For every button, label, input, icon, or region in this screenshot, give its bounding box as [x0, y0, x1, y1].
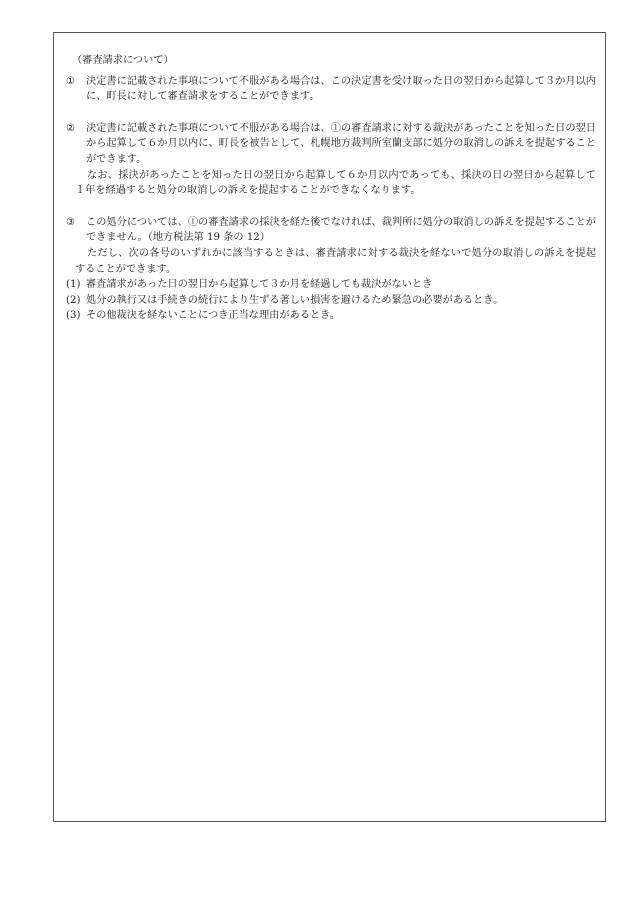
subclause-text: 処分の執行又は手続きの続行により生ずる著しい損害を避けるため緊急の必要があるとき。: [86, 294, 504, 306]
spacer: [66, 105, 596, 121]
clause-1: [66, 74, 596, 105]
subclause-text: その他裁決を経ないことにつき正当な理由があるとき。: [86, 310, 341, 322]
subclause-3: [66, 308, 596, 324]
clause-2: [66, 121, 596, 168]
subclause-number: (3): [66, 310, 81, 322]
document-body: [66, 53, 596, 324]
section-heading: （審査請求について）: [72, 55, 174, 66]
clause-text: 決定書に記載された事項について不服がある場合は、この決定書を受け取った日の翌日から起算して３か月以内に、町長に対して審査請求をすることができます。: [86, 75, 596, 103]
subclause-text: 審査請求があった日の翌日から起算して３か月を経過しても裁決がないとき: [86, 279, 433, 291]
clause-text: 決定書に記載された事項について不服がある場合は、①の審査請求に対する裁決があったことを知った日の翌日から起算して６か月以内に、町長を被告として、札幌地方裁判所室蘭支部に処分の取消しの訴えを提起することができます。: [86, 122, 596, 165]
subclause-number: (2): [66, 294, 81, 306]
subclause-number: (1): [66, 279, 81, 291]
clause-3-note: ただし、次の各号のいずれかに該当するときは、審査請求に対する裁決を経ないで処分の取消しの訴えを提起することができます。: [75, 247, 596, 275]
clause-3: [66, 215, 596, 246]
clause-number: ①: [66, 75, 76, 87]
subclause-2: [66, 293, 596, 309]
clause-number: ③: [66, 216, 76, 228]
spacer: [66, 199, 596, 215]
subclause-1: [66, 277, 596, 293]
clause-number: ②: [66, 122, 76, 134]
clause-2-note: なお、採決があったことを知った日の翌日から起算して６か月以内であっても、採決の日の翌日から起算して１年を経過すると処分の取消しの訴えを提起することができなくなります。: [75, 169, 596, 197]
clause-text: この処分については、①の審査請求の採決を経た後でなければ、裁判所に処分の取消しの訴えを提起することができません。（地方税法第 19 条の 12）: [86, 216, 596, 244]
